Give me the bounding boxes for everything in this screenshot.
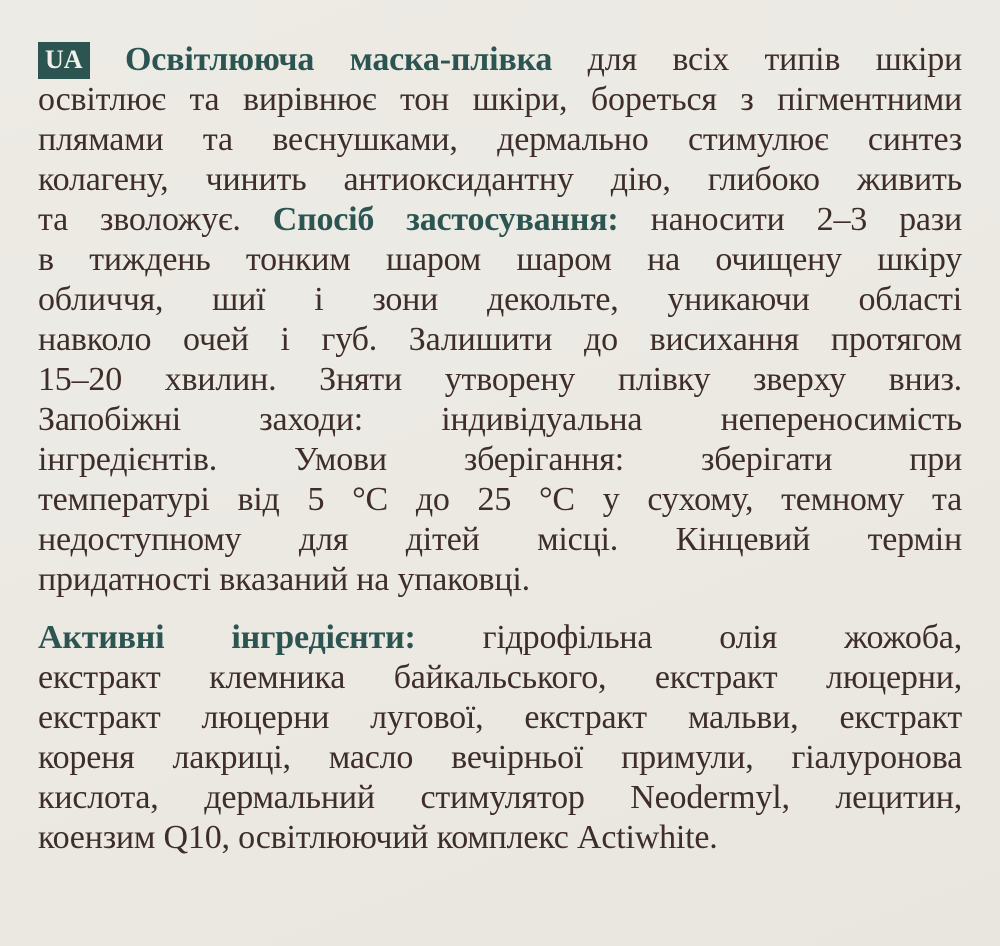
text-line: інгредієнтів. Умови зберігання: зберігати при — [38, 441, 962, 478]
ingredients-heading: Активні інгредієнти: — [38, 619, 416, 656]
usage-heading: Спосіб застосування: — [272, 201, 619, 238]
text-line: екстракт люцерни лугової, екстракт мальви, екстракт — [38, 699, 962, 736]
product-title: Освітлююча маска-плівка — [125, 41, 553, 78]
text-line: обличчя, шиї і зони декольте, уникаючи області — [38, 281, 962, 318]
text-line: температурі від 5 °С до 25 °С у сухому, темному та — [38, 481, 962, 518]
text-line: 15–20 хвилин. Зняти утворену плівку зверху вниз. — [38, 361, 962, 398]
text-line: придатності вказаний на упаковці. — [38, 561, 530, 598]
text-line: в тиждень тонким шаром шаром на очищену шкіру — [38, 241, 962, 278]
text-line: кислота, дермальний стимулятор Neodermyl, лецитин, — [38, 779, 962, 816]
text-line: плямами та веснушками, дермально стимулює синтез — [38, 121, 962, 158]
text-line: навколо очей і губ. Залишити до висихання протягом — [38, 321, 962, 358]
text-line: екстракт клемника байкальського, екстракт люцерни, — [38, 659, 962, 696]
text-line: колагену, чинить антиоксидантну дію, глибоко живить — [38, 161, 962, 198]
text-line — [38, 40, 962, 80]
language-badge-ua: UA — [38, 42, 90, 79]
text-line — [38, 200, 962, 240]
text-line: коензим Q10, освітлюючий комплекс Actiwhite. — [38, 819, 718, 856]
description-paragraph — [38, 40, 962, 600]
text-line: кореня лакриці, масло вечірньої примули, гіалуронова — [38, 739, 962, 776]
text-line: недоступному для дітей місці. Кінцевий термін — [38, 521, 962, 558]
ingredients-paragraph — [38, 618, 962, 858]
line-text: гідрофільна олія жожоба, — [482, 619, 962, 656]
text-line: освітлює та вирівнює тон шкіри, бореться з пігментними — [38, 81, 962, 118]
line-text: та зволожує. — [38, 201, 241, 238]
line-text: для всіх типів шкіри — [587, 41, 962, 78]
line-text: наносити 2–3 рази — [650, 201, 962, 238]
text-line: Запобіжні заходи: індивідуальна непереносимість — [38, 401, 962, 438]
text-line — [38, 618, 962, 658]
